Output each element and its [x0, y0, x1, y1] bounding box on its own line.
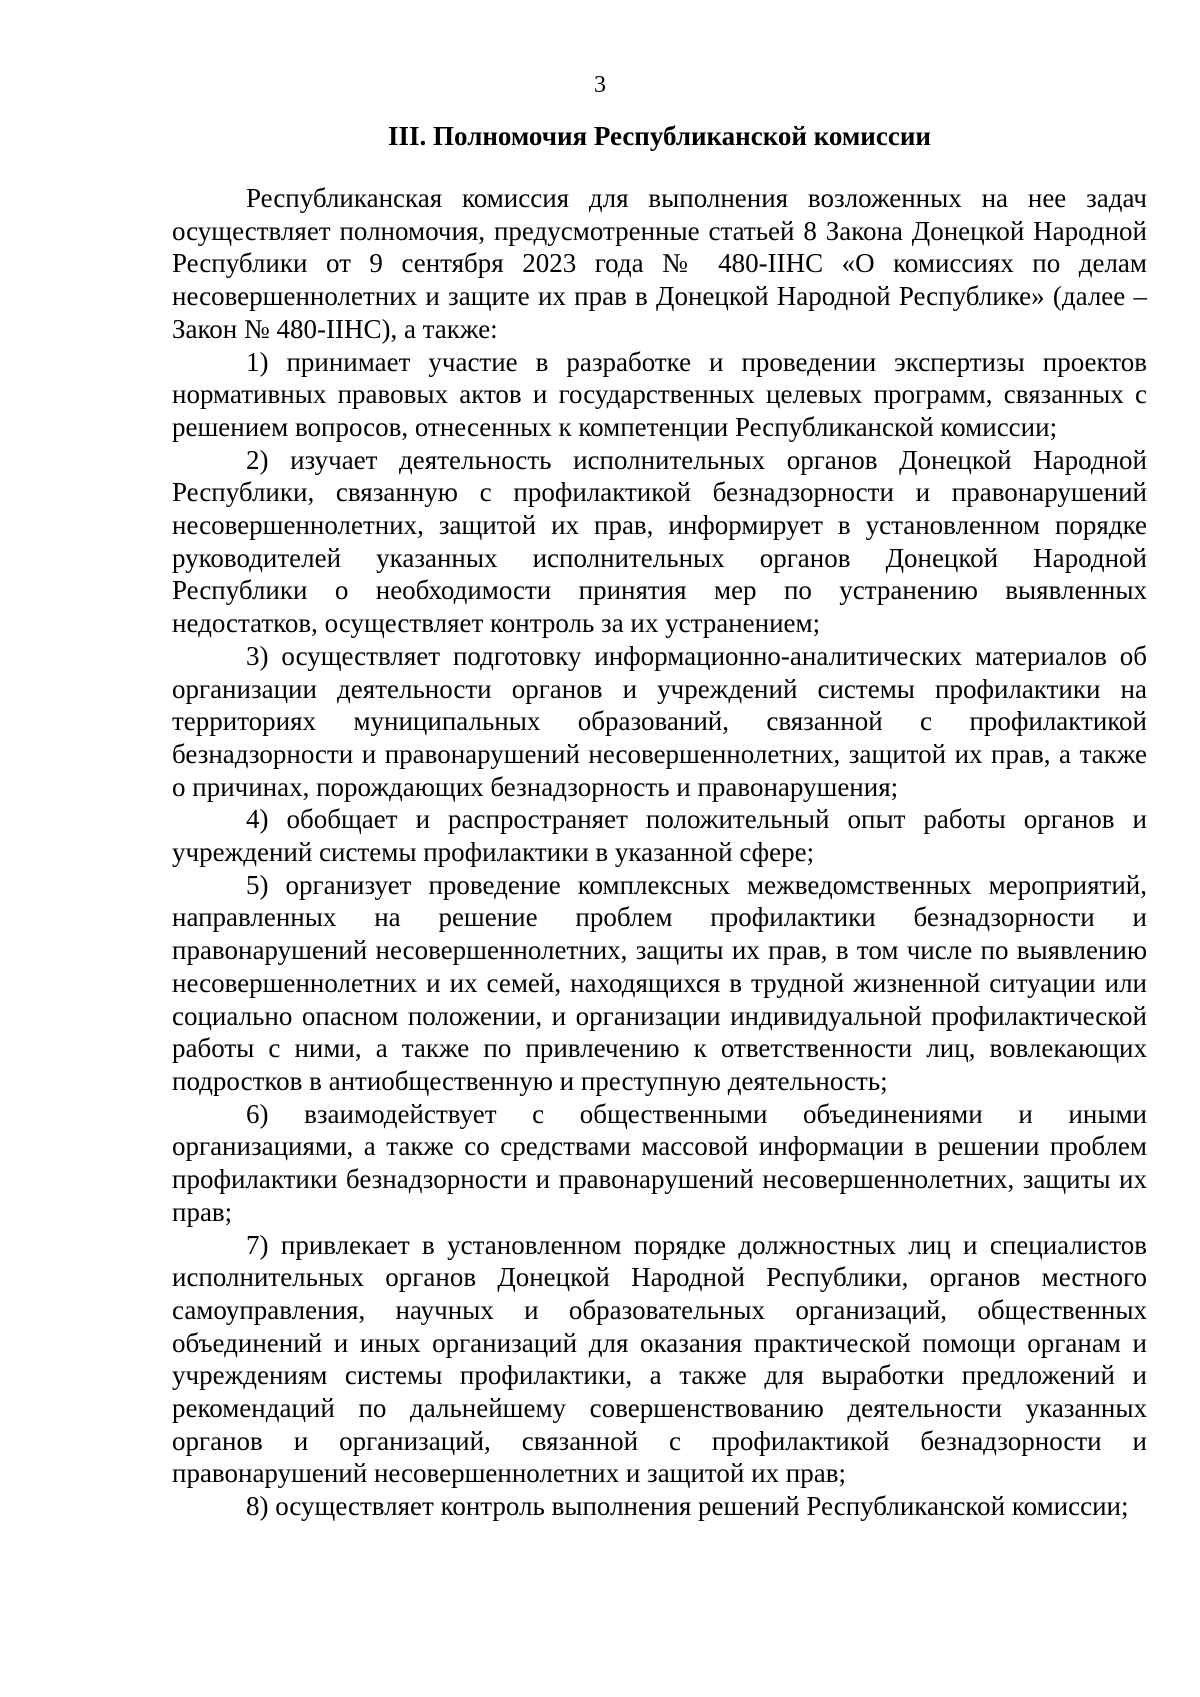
intro-paragraph: Республиканская комиссия для выполнения возложенных на нее задач осуществляет полномочия, предусмотренные статьей 8 Закона Донецкой Народной Республики от 9 сентября 2023 года № 480-IIНС «О комиссиях по делам несовершеннолетних и защите их прав в Донецкой Народной Республике» (далее – Закон № 480-IIНС), а также: [172, 183, 1147, 344]
list-item-3: 3) осуществляет подготовку информационно-аналитических материалов об организации деятельности органов и учреждений системы профилактики на территориях муниципальных образований, связанной с профилактикой безнадзорности и правонарушений несовершеннолетних, защитой их прав, а также о причинах, порождающих безнадзорность и правонарушения; [172, 640, 1147, 802]
list-item-8: 8) осуществляет контроль выполнения решений Республиканской комиссии; [246, 1491, 1129, 1522]
section-title: III. Полномочия Республиканской комиссии [388, 121, 931, 151]
list-item-1: 1) принимает участие в разработке и проведении экспертизы проектов нормативных правовых актов и государственных целевых программ, связанных с решением вопросов, отнесенных к компетенции Республиканской комиссии; [172, 346, 1147, 442]
list-item-7: 7) привлекает в установленном порядке должностных лиц и специалистов исполнительных органов Донецкой Народной Республики, органов местного самоуправления, научных и образовательных организаций, общественных объединений и иных организаций для оказания практической помощи органам и учреждениям системы профилактики, а также для выработки предложений и рекомендаций по дальнейшему совершенствованию деятельности указанных органов и организаций, связанной с профилактикой безнадзорности и правонарушений несовершеннолетних и защитой их прав; [172, 1229, 1147, 1489]
list-item-6: 6) взаимодействует с общественными объединениями и иными организациями, а также со средствами массовой информации в решении проблем профилактики безнадзорности и правонарушений несовершеннолетних, защиты их прав; [172, 1098, 1147, 1227]
list-item-2: 2) изучает деятельность исполнительных органов Донецкой Народной Республики, связанную с профилактикой безнадзорности и правонарушений несовершеннолетних, защитой их прав, информирует в установленном порядке руководителей указанных исполнительных органов Донецкой Народной Республики о необходимости принятия мер по устранению выявленных недостатков, осуществляет контроль за их устранением; [172, 444, 1147, 639]
list-item-5: 5) организует проведение комплексных межведомственных мероприятий, направленных на решение проблем профилактики безнадзорности и правонарушений несовершеннолетних, защиты их прав, в том числе по выявлению несовершеннолетних и их семей, находящихся в трудной жизненной ситуации или социально опасном положении, и организации индивидуальной профилактической работы с ними, а также по привлечению к ответственности лиц, вовлекающих подростков в антиобщественную и преступную деятельность; [172, 869, 1147, 1096]
list-item-4: 4) обобщает и распространяет положительный опыт работы органов и учреждений системы профилактики в указанной сфере; [172, 804, 1147, 868]
document-body [172, 182, 1147, 1523]
page-number: 3 [594, 72, 606, 98]
